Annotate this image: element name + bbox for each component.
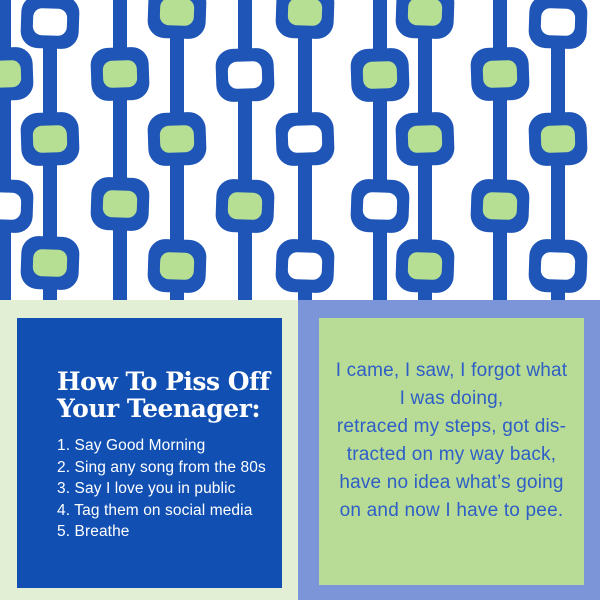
teenager-card-title	[57, 367, 270, 423]
list-item: 4. Tag them on social media	[57, 501, 253, 519]
left-panel	[0, 300, 298, 600]
teenager-card	[17, 318, 282, 588]
list-item: 2. Sing any song from the 80s	[57, 458, 266, 476]
quote-line: on and now I have to pee.	[339, 499, 564, 521]
quote-line: I came, I saw, I forgot what	[335, 359, 568, 381]
list-item: 1. Say Good Morning	[57, 437, 206, 454]
quote-line: have no idea what’s going	[339, 471, 564, 493]
quote-line: tracted on my way back,	[346, 443, 557, 465]
bottom-panels	[0, 300, 600, 600]
title-line-1: How To Piss Off	[57, 367, 270, 396]
list-item: 3. Say I love you in public	[57, 480, 236, 497]
quote-line: retraced my steps, got dis-	[336, 415, 567, 437]
quote-line: I was doing,	[399, 387, 504, 409]
title-line-2: Your Teenager:	[57, 394, 261, 423]
list-item: 5. Breathe	[57, 523, 130, 540]
quote-card	[319, 318, 584, 585]
right-panel	[298, 300, 600, 600]
teenager-list	[57, 435, 264, 543]
